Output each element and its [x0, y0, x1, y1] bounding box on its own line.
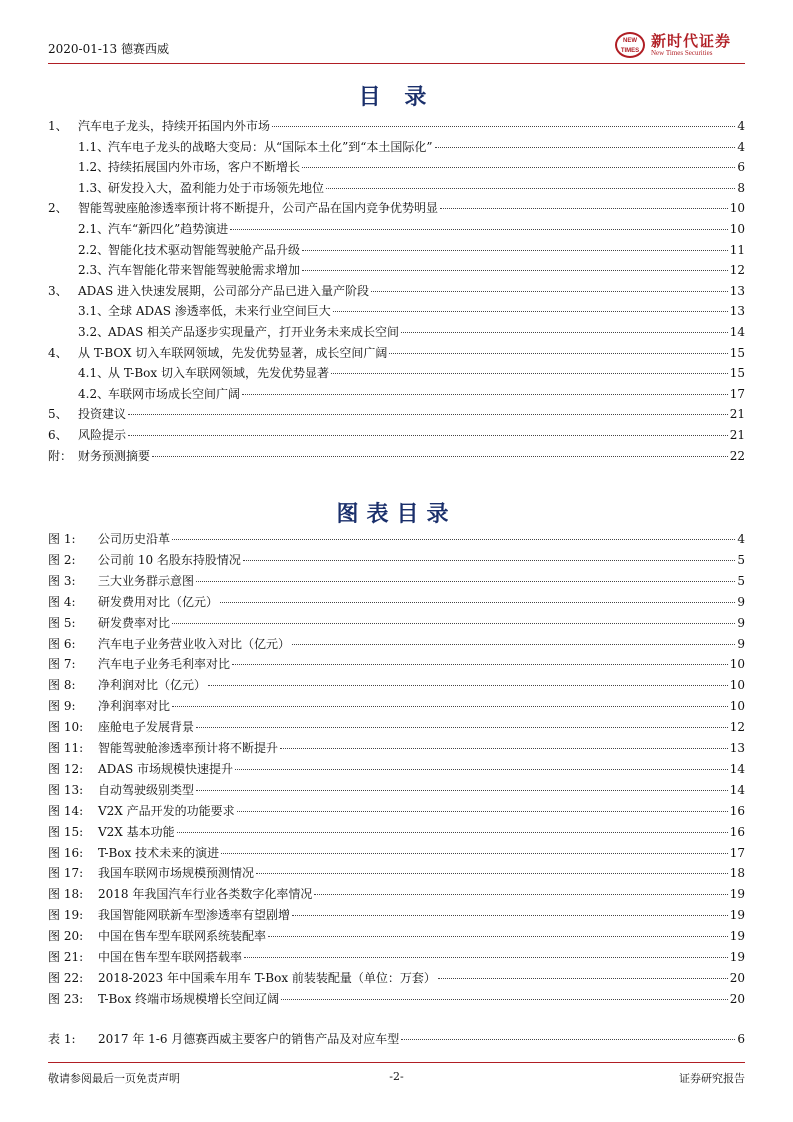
- figure-entry-text[interactable]: 2018-2023 年中国乘车用车 T-Box 前装装配量（单位：万套）: [98, 970, 436, 985]
- dot-leader: [389, 353, 727, 354]
- toc-entry-text[interactable]: 持续拓展国内外市场，客户不断增长: [108, 160, 301, 175]
- figure-entry-text[interactable]: 中国在售车型车联网系统装配率: [98, 929, 267, 944]
- figure-entry-page: 19: [729, 908, 745, 923]
- toc-entry[interactable]: [48, 364, 745, 384]
- toc-entry-page: 10: [729, 222, 745, 236]
- page-number: -2-: [389, 1070, 404, 1083]
- figure-entry-number: 图 4:: [48, 594, 76, 609]
- figure-entry[interactable]: [48, 990, 745, 1010]
- toc-entry-page: 13: [729, 304, 745, 319]
- dot-leader: [172, 539, 735, 540]
- figure-entry[interactable]: [48, 530, 745, 550]
- toc-entry-text[interactable]: 研发投入大，盈利能力处于市场领先地位: [108, 180, 325, 195]
- figure-entry-number: 图 19:: [48, 908, 84, 923]
- page-header: [48, 30, 745, 60]
- figure-entry-number: 图 6:: [48, 636, 76, 651]
- header-divider: [48, 63, 745, 64]
- dot-leader: [235, 769, 728, 770]
- toc-entry[interactable]: [48, 426, 745, 446]
- toc-entry-number: 3、: [48, 283, 68, 298]
- figure-entry-number: 图 15:: [48, 824, 84, 839]
- dot-leader: [302, 270, 728, 271]
- figure-entry-text[interactable]: V2X 产品开发的功能要求: [98, 803, 235, 818]
- figure-entry-text[interactable]: 研发费用对比（亿元）: [98, 594, 219, 609]
- figure-entry-text[interactable]: 我国智能网联新车型渗透率有望剧增: [98, 908, 291, 923]
- toc-entry-number: 1.2、: [78, 160, 110, 175]
- dot-leader: [401, 332, 728, 333]
- dot-leader: [281, 999, 728, 1000]
- dot-leader: [242, 394, 728, 395]
- toc-entry[interactable]: [48, 302, 745, 322]
- figure-entry-page: 13: [729, 741, 745, 755]
- figure-entry-number: 图 22:: [48, 970, 84, 985]
- dot-leader: [221, 853, 728, 854]
- toc-entry-text[interactable]: 车联网市场成长空间广阔: [108, 386, 241, 401]
- figure-entry-number: 图 10:: [48, 720, 84, 735]
- figure-entry-page: 16: [729, 824, 745, 839]
- toc-entry-number: 4.2、: [78, 386, 110, 401]
- dot-leader: [243, 560, 735, 561]
- dot-leader: [440, 208, 728, 209]
- figure-entry-page: 10: [729, 678, 745, 693]
- toc-entry-text[interactable]: 从 T-Box 切入车联网领域，先发优势显著: [108, 366, 329, 381]
- figure-entry[interactable]: [48, 885, 745, 905]
- figure-entry-text[interactable]: 2018 年我国汽车行业各类数字化率情况: [98, 887, 313, 902]
- figure-entry-page: 9: [737, 615, 745, 630]
- toc-entry-number: 2.3、: [78, 263, 110, 278]
- dot-leader: [314, 894, 727, 895]
- toc-entry-number: 6、: [48, 428, 68, 442]
- toc-entry-text[interactable]: ADAS 进入快速发展期，公司部分产品已进入量产阶段: [78, 283, 369, 298]
- company-logo: [615, 30, 745, 60]
- dot-leader: [237, 811, 728, 812]
- figure-entry-page: 20: [729, 970, 745, 985]
- dot-leader: [302, 167, 735, 168]
- toc-entry-number: 1.3、: [78, 180, 110, 195]
- figure-entry[interactable]: [48, 572, 745, 592]
- figure-entry-number: 图 7:: [48, 657, 76, 672]
- figure-entry[interactable]: [48, 655, 745, 675]
- toc-entry[interactable]: [48, 220, 745, 240]
- toc-entry[interactable]: [48, 158, 745, 178]
- dot-leader: [268, 936, 728, 937]
- figure-entry-page: 4: [737, 532, 745, 546]
- toc-entry-text[interactable]: ADAS 相关产品逐步实现量产，打开业务未来成长空间: [108, 325, 399, 339]
- dot-leader: [302, 250, 728, 251]
- dot-leader: [331, 373, 728, 374]
- dot-leader: [292, 644, 735, 645]
- dot-leader: [128, 435, 728, 436]
- figure-entry-page: 16: [729, 803, 745, 818]
- toc-entry-text[interactable]: 汽车电子龙头的战略大变局：从“国际本土化”到“本土国际化”: [108, 139, 433, 154]
- dot-leader: [152, 456, 728, 457]
- toc-entry-page: 4: [737, 139, 745, 154]
- toc-entry-text[interactable]: 汽车智能化带来智能驾驶舱需求增加: [108, 263, 301, 278]
- figure-entry[interactable]: [48, 948, 745, 968]
- figure-entry[interactable]: [48, 864, 745, 884]
- table-entry-number: 表 1:: [48, 1032, 76, 1046]
- figure-entry[interactable]: [48, 760, 745, 780]
- figure-entry[interactable]: [48, 739, 745, 759]
- toc-entry[interactable]: [48, 323, 745, 343]
- toc-entry-page: 22: [729, 448, 745, 463]
- figure-entry-page: 17: [729, 845, 745, 860]
- logo-chinese-name: 新时代证券: [651, 32, 732, 50]
- figure-entry-text[interactable]: 汽车电子业务毛利率对比: [98, 657, 231, 672]
- figure-entry-page: 10: [729, 699, 745, 714]
- dot-leader: [438, 978, 728, 979]
- toc-entry-number: 2、: [48, 201, 68, 216]
- figure-entry-number: 图 5:: [48, 615, 76, 630]
- figure-entry[interactable]: [48, 927, 745, 947]
- toc-entry-text[interactable]: 风险提示: [78, 428, 127, 442]
- figure-entry[interactable]: [48, 823, 745, 843]
- figure-entry-page: 12: [729, 720, 745, 735]
- figure-entry-page: 20: [729, 991, 745, 1006]
- logo-emblem-icon: NEW TIMES: [615, 32, 645, 58]
- toc-entry-number: 1、: [48, 119, 68, 133]
- toc-entry[interactable]: [48, 261, 745, 281]
- figure-entry[interactable]: [48, 551, 745, 571]
- dot-leader: [292, 915, 728, 916]
- figure-entry-text[interactable]: 三大业务群示意图: [98, 573, 195, 588]
- figure-entry-page: 9: [737, 636, 745, 651]
- toc-entry-text[interactable]: 汽车“新四化”趋势演进: [108, 222, 229, 236]
- toc-entry-page: 15: [729, 366, 745, 381]
- figure-entry-page: 5: [737, 552, 745, 567]
- toc-entry-text[interactable]: 汽车电子龙头，持续开拓国内外市场: [78, 119, 271, 133]
- toc-entry-page: 10: [729, 201, 745, 216]
- figure-entry-text[interactable]: 自动驾驶级别类型: [98, 782, 195, 797]
- toc-entry-number: 1.1、: [78, 139, 110, 154]
- figure-entry-text[interactable]: 公司历史沿革: [98, 532, 171, 546]
- figure-entry-number: 图 20:: [48, 929, 84, 944]
- figure-entry-page: 14: [729, 782, 745, 797]
- toc-entry-page: 17: [729, 386, 745, 401]
- dot-leader: [196, 727, 728, 728]
- figure-entry-page: 14: [729, 761, 745, 776]
- figure-entry-number: 图 13:: [48, 782, 84, 797]
- toc-entry-page: 12: [729, 263, 745, 278]
- dot-leader: [230, 229, 727, 230]
- toc-entry-text[interactable]: 从 T-BOX 切入车联网领域，先发优势显著，成长空间广阔: [78, 345, 388, 360]
- figure-entry-text[interactable]: 公司前 10 名股东持股情况: [98, 552, 241, 567]
- figure-entry-page: 19: [729, 950, 745, 964]
- toc-entry[interactable]: [48, 385, 745, 405]
- figure-entry-number: 图 12:: [48, 761, 84, 776]
- figure-entry-number: 图 2:: [48, 552, 76, 567]
- figure-entry[interactable]: [48, 614, 745, 634]
- figure-entry-text[interactable]: 我国车联网市场规模预测情况: [98, 866, 255, 881]
- figure-entry[interactable]: [48, 593, 745, 613]
- toc-entry[interactable]: [48, 179, 745, 199]
- dot-leader: [272, 126, 735, 127]
- figure-entry-number: 图 9:: [48, 699, 76, 714]
- toc-entry-number: 2.2、: [78, 242, 110, 257]
- figure-entry-page: 5: [737, 573, 745, 588]
- figure-entry-text[interactable]: V2X 基本功能: [98, 824, 175, 839]
- figure-entry-number: 图 3:: [48, 573, 76, 588]
- table-entry-page: 6: [737, 1032, 745, 1046]
- toc-entry[interactable]: [48, 447, 745, 467]
- toc-entry[interactable]: [48, 117, 745, 137]
- figure-entry-text[interactable]: ADAS 市场规模快速提升: [98, 761, 233, 776]
- dot-leader: [244, 957, 728, 958]
- figure-entry-number: 图 1:: [48, 532, 76, 546]
- toc-entry-text[interactable]: 全球 ADAS 渗透率低，未来行业空间巨大: [108, 304, 331, 319]
- toc-entry-page: 8: [737, 180, 745, 195]
- figure-entry[interactable]: [48, 718, 745, 738]
- figure-entry-text[interactable]: 净利润对比（亿元）: [98, 678, 207, 693]
- dot-leader: [172, 706, 728, 707]
- figure-entry-text[interactable]: 研发费率对比: [98, 615, 171, 630]
- figures-title: 图表目录: [336, 502, 457, 527]
- table-entry[interactable]: [48, 1030, 745, 1050]
- figure-entry[interactable]: [48, 969, 745, 989]
- figure-entry[interactable]: [48, 844, 745, 864]
- toc-entry-text[interactable]: 智能驾驶座舱渗透率预计将不断提升，公司产品在国内竞争优势明显: [78, 201, 439, 216]
- dot-leader: [128, 414, 728, 415]
- figure-entry-text[interactable]: 中国在售车型车联网搭载率: [98, 950, 243, 964]
- toc-entry-text[interactable]: 投资建议: [78, 407, 127, 422]
- dot-leader: [232, 664, 728, 665]
- footer-report-type: 证券研究报告: [679, 1072, 745, 1085]
- dot-leader: [435, 147, 736, 148]
- figure-entry-text[interactable]: T-Box 技术未来的演进: [98, 845, 220, 860]
- toc-entry-page: 13: [729, 283, 745, 298]
- toc-entry[interactable]: [48, 282, 745, 302]
- dot-leader: [326, 188, 735, 189]
- logo-english-name: New Times Securities: [651, 49, 713, 57]
- toc-entry-number: 4.1、: [78, 366, 110, 381]
- header-date-company: 2020-01-13 德赛西威: [48, 42, 170, 56]
- figure-entry-number: 图 11:: [48, 741, 84, 755]
- toc-entry-number: 2.1、: [78, 222, 110, 236]
- toc-entry-page: 6: [737, 160, 745, 175]
- figure-entry-number: 图 23:: [48, 991, 84, 1006]
- figure-entry-text[interactable]: T-Box 终端市场规模增长空间辽阔: [98, 991, 280, 1006]
- figure-entry-page: 10: [729, 657, 745, 672]
- figure-entry-page: 18: [729, 866, 745, 881]
- figure-entry-text[interactable]: 座舱电子发展背景: [98, 720, 195, 735]
- toc-entry-number: 3.1、: [78, 304, 110, 319]
- dot-leader: [208, 685, 728, 686]
- figure-entry[interactable]: [48, 802, 745, 822]
- dot-leader: [280, 748, 728, 749]
- toc-entry-number: 3.2、: [78, 325, 110, 339]
- toc-entry-page: 4: [737, 119, 745, 133]
- figure-entry-page: 9: [737, 594, 745, 609]
- figure-entry-text[interactable]: 智能驾驶舱渗透率预计将不断提升: [98, 741, 279, 755]
- dot-leader: [401, 1039, 735, 1040]
- figure-entry[interactable]: [48, 635, 745, 655]
- toc-entry-number: 附：: [48, 448, 73, 463]
- dot-leader: [196, 790, 728, 791]
- table-entry-text[interactable]: 2017 年 1-6 月德赛西威主要客户的销售产品及对应车型: [98, 1032, 400, 1046]
- figure-entry-number: 图 14:: [48, 803, 84, 818]
- figure-entry[interactable]: [48, 676, 745, 696]
- toc-entry-number: 5、: [48, 407, 68, 422]
- dot-leader: [196, 581, 735, 582]
- dot-leader: [333, 311, 728, 312]
- figure-entry[interactable]: [48, 697, 745, 717]
- toc-entry-page: 21: [729, 407, 745, 422]
- figure-entry-number: 图 21:: [48, 950, 84, 964]
- toc-entry-page: 21: [729, 428, 745, 442]
- figure-entry-number: 图 16:: [48, 845, 84, 860]
- toc-entry[interactable]: [48, 344, 745, 364]
- toc-entry[interactable]: [48, 199, 745, 219]
- toc-entry[interactable]: [48, 138, 745, 158]
- figure-entry-number: 图 17:: [48, 866, 84, 881]
- dot-leader: [371, 291, 728, 292]
- toc-entry-page: 11: [729, 242, 745, 257]
- toc-entry[interactable]: [48, 241, 745, 261]
- toc-entry[interactable]: [48, 405, 745, 425]
- dot-leader: [220, 602, 735, 603]
- figure-entry-text[interactable]: 汽车电子业务营业收入对比（亿元）: [98, 636, 291, 651]
- figure-entry-page: 19: [729, 929, 745, 944]
- footer-divider: [48, 1062, 745, 1063]
- dot-leader: [172, 623, 735, 624]
- figure-entry-page: 19: [729, 887, 745, 902]
- toc-entry-page: 15: [729, 345, 745, 360]
- toc-title: 目 录: [358, 85, 435, 110]
- toc-entry-number: 4、: [48, 345, 68, 360]
- figure-entry-text[interactable]: 净利润率对比: [98, 699, 171, 714]
- dot-leader: [177, 832, 728, 833]
- figure-entry-number: 图 18:: [48, 887, 84, 902]
- figure-entry[interactable]: [48, 781, 745, 801]
- footer-disclaimer: 敬请参阅最后一页免责声明: [48, 1072, 180, 1085]
- dot-leader: [256, 873, 728, 874]
- figure-entry[interactable]: [48, 906, 745, 926]
- toc-entry-text[interactable]: 智能化技术驱动智能驾驶舱产品升级: [108, 242, 301, 257]
- figure-entry-number: 图 8:: [48, 678, 76, 693]
- toc-entry-text[interactable]: 财务预测摘要: [78, 448, 151, 463]
- toc-entry-page: 14: [729, 325, 745, 339]
